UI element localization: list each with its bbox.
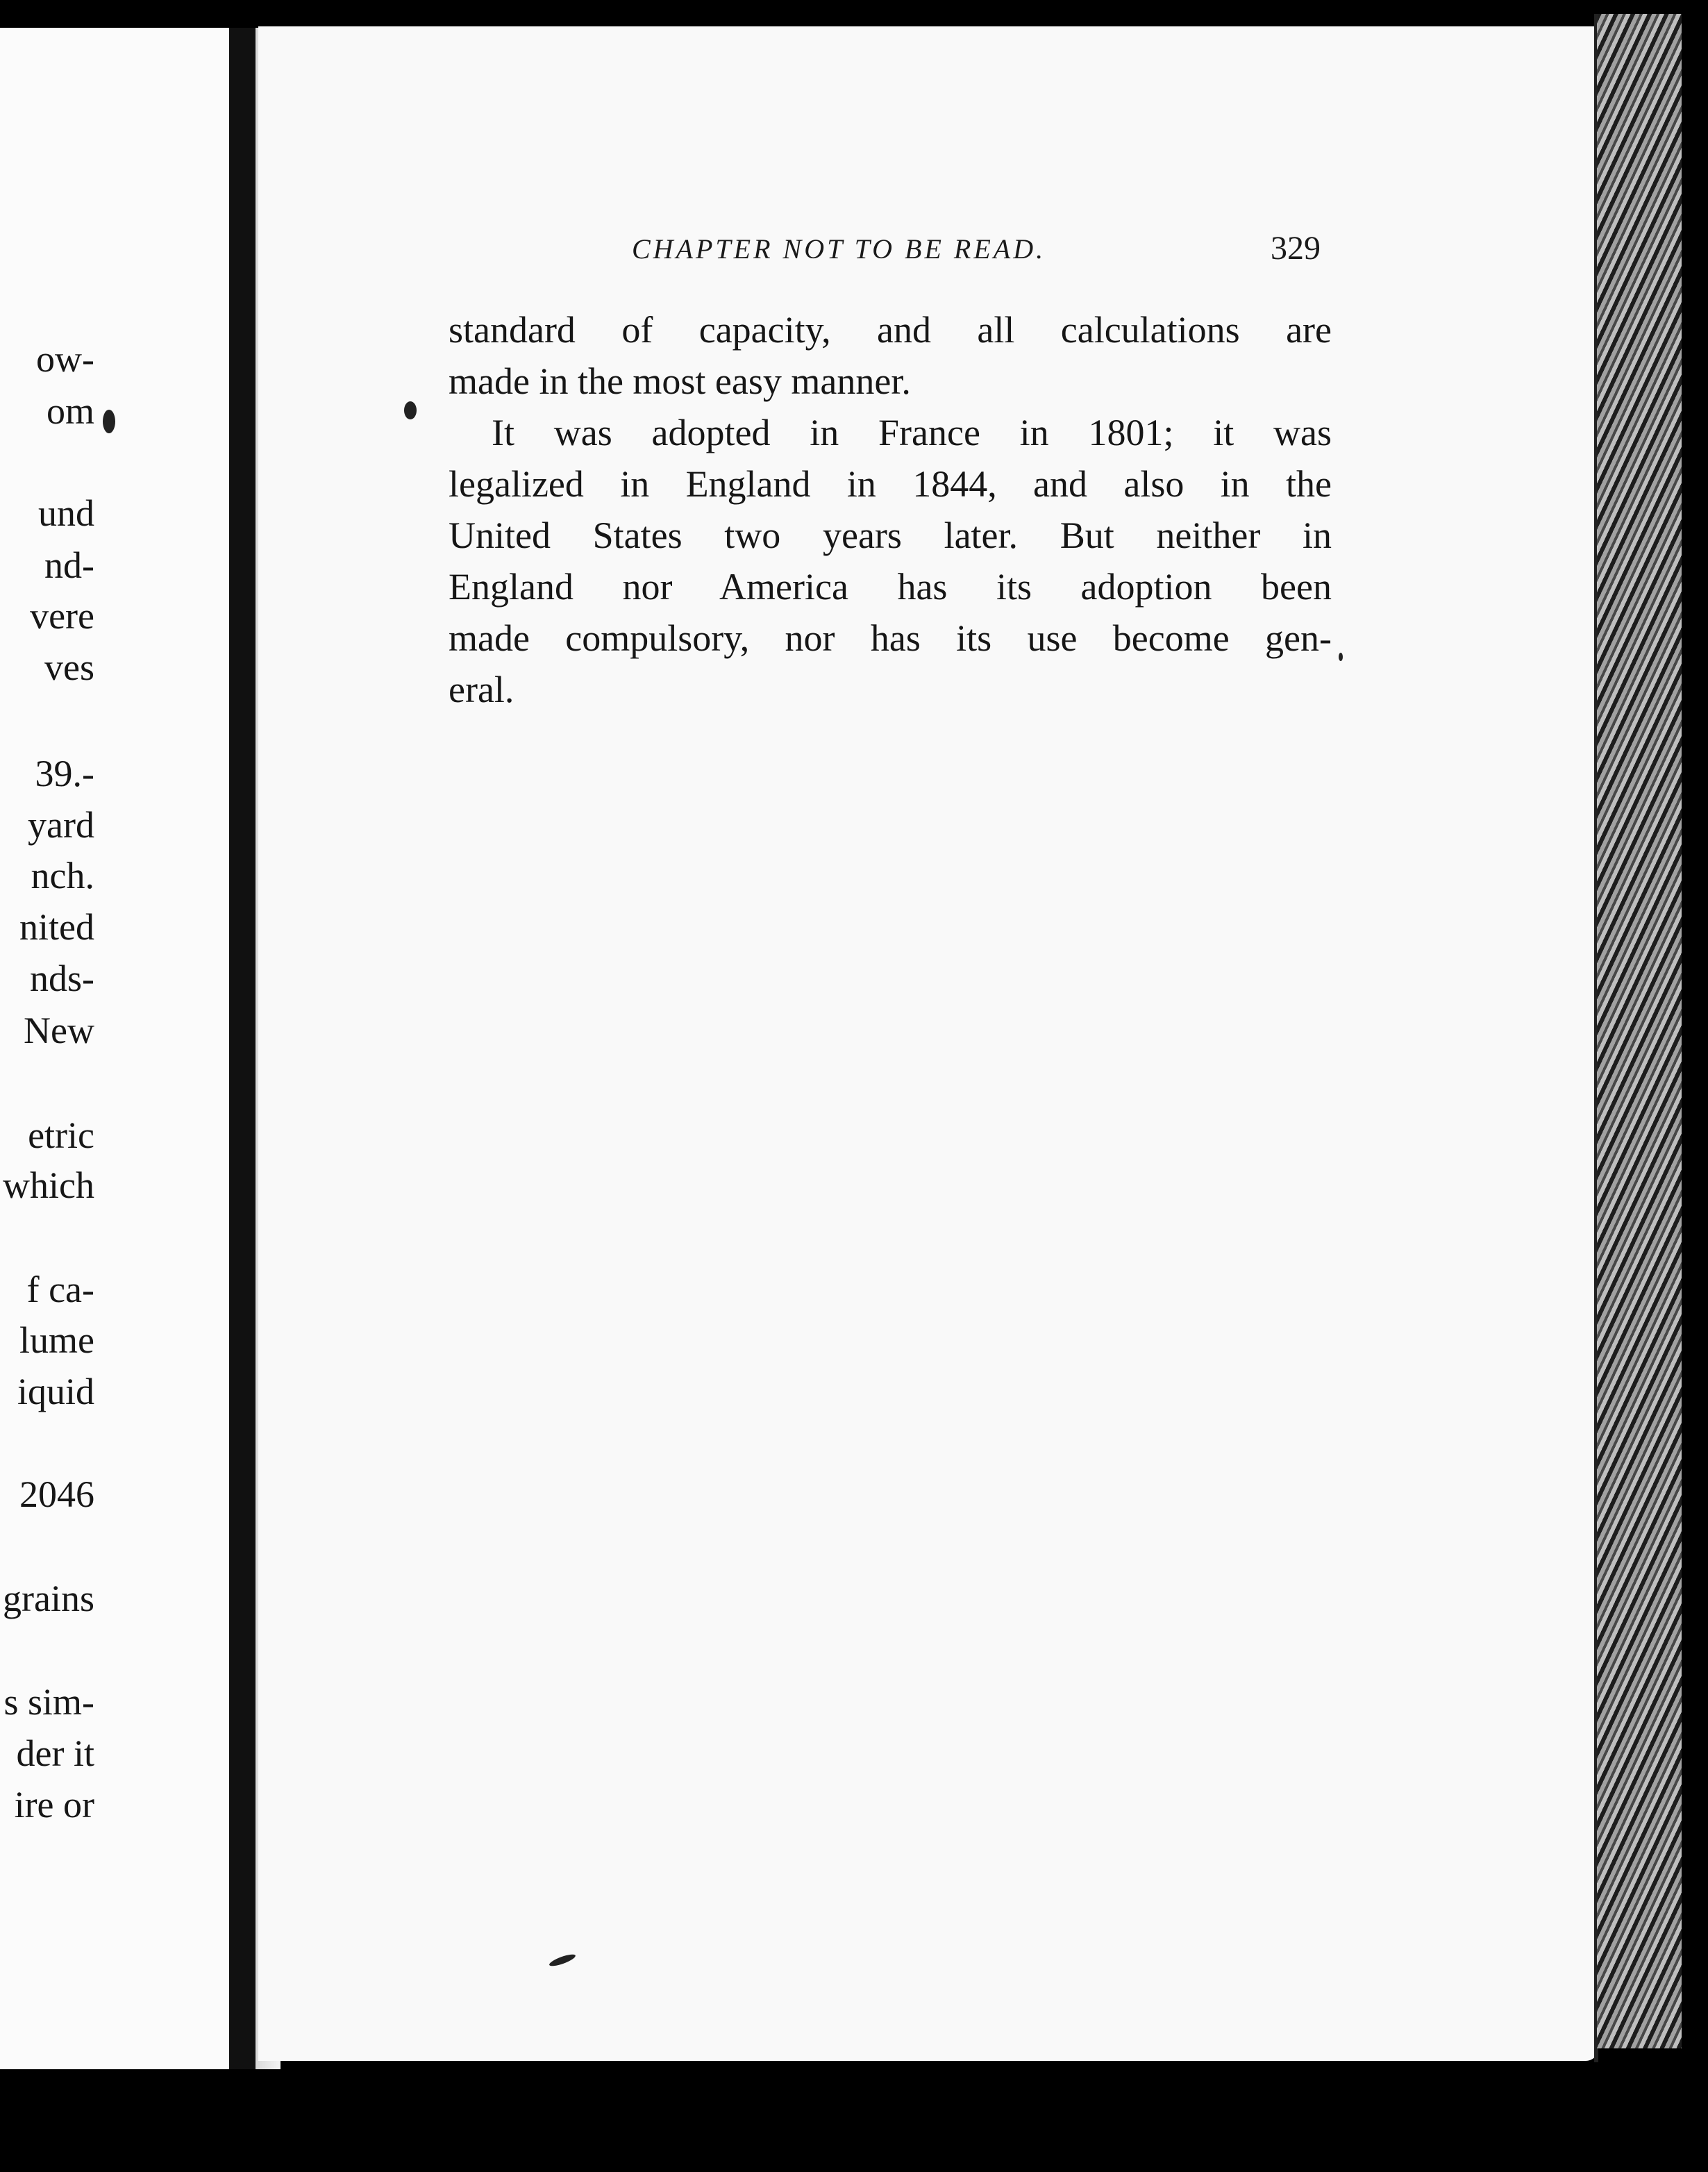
- left-page-line-fragment: ire or: [14, 1784, 94, 1826]
- left-page-line-fragment: iquid: [17, 1371, 94, 1412]
- left-page-line-fragment: nited: [19, 906, 94, 948]
- left-page-line-fragment: f ca-: [26, 1269, 94, 1310]
- decorated-book-cover-edge: [1597, 14, 1682, 2048]
- text-line: legalized in England in 1844, and also in the: [449, 463, 1332, 505]
- left-page-line-fragment: nds-: [30, 958, 94, 999]
- left-page-line-fragment: 2046: [19, 1473, 94, 1515]
- ink-speck: [103, 410, 115, 433]
- left-page-line-fragment: ow-: [36, 338, 94, 380]
- spine-gutter: [229, 28, 256, 2069]
- left-page-line-fragment: which: [3, 1164, 94, 1206]
- left-page-line-fragment: lume: [19, 1319, 94, 1361]
- left-page-line-fragment: nd-: [44, 544, 94, 586]
- running-head: CHAPTER NOT TO BE READ.: [632, 233, 1046, 265]
- text-line: It was adopted in France in 1801; it was: [492, 412, 1332, 453]
- text-line: United States two years later. But neither in: [449, 515, 1332, 556]
- left-page-line-fragment: ves: [44, 646, 94, 688]
- text-line: made in the most easy manner.: [449, 360, 911, 402]
- text-line: eral.: [449, 669, 514, 710]
- text-line: made compulsory, nor has its use become gen-: [449, 617, 1332, 659]
- left-page-line-fragment: der it: [16, 1732, 94, 1774]
- left-page-line-fragment: und: [38, 492, 94, 534]
- left-page-line-fragment: New: [24, 1010, 94, 1051]
- left-page-line-fragment: s sim-: [3, 1681, 94, 1723]
- left-page-line-fragment: nch.: [31, 855, 94, 896]
- ink-speck: [1339, 653, 1343, 661]
- body-paragraph: [449, 304, 1332, 715]
- left-page-line-fragment: etric: [28, 1114, 94, 1156]
- left-page-line-fragment: om: [46, 390, 94, 432]
- left-page-line-fragment: vere: [30, 595, 94, 637]
- text-line: England nor America has its adoption been: [449, 566, 1332, 608]
- left-page-line-fragment: grains: [3, 1578, 94, 1619]
- text-line: standard of capacity, and all calculations are: [449, 309, 1332, 351]
- page-number: 329: [1271, 230, 1321, 267]
- ink-speck: [404, 401, 417, 419]
- left-page-line-fragment: yard: [28, 804, 94, 846]
- left-page-line-fragment: 39.-: [35, 753, 94, 794]
